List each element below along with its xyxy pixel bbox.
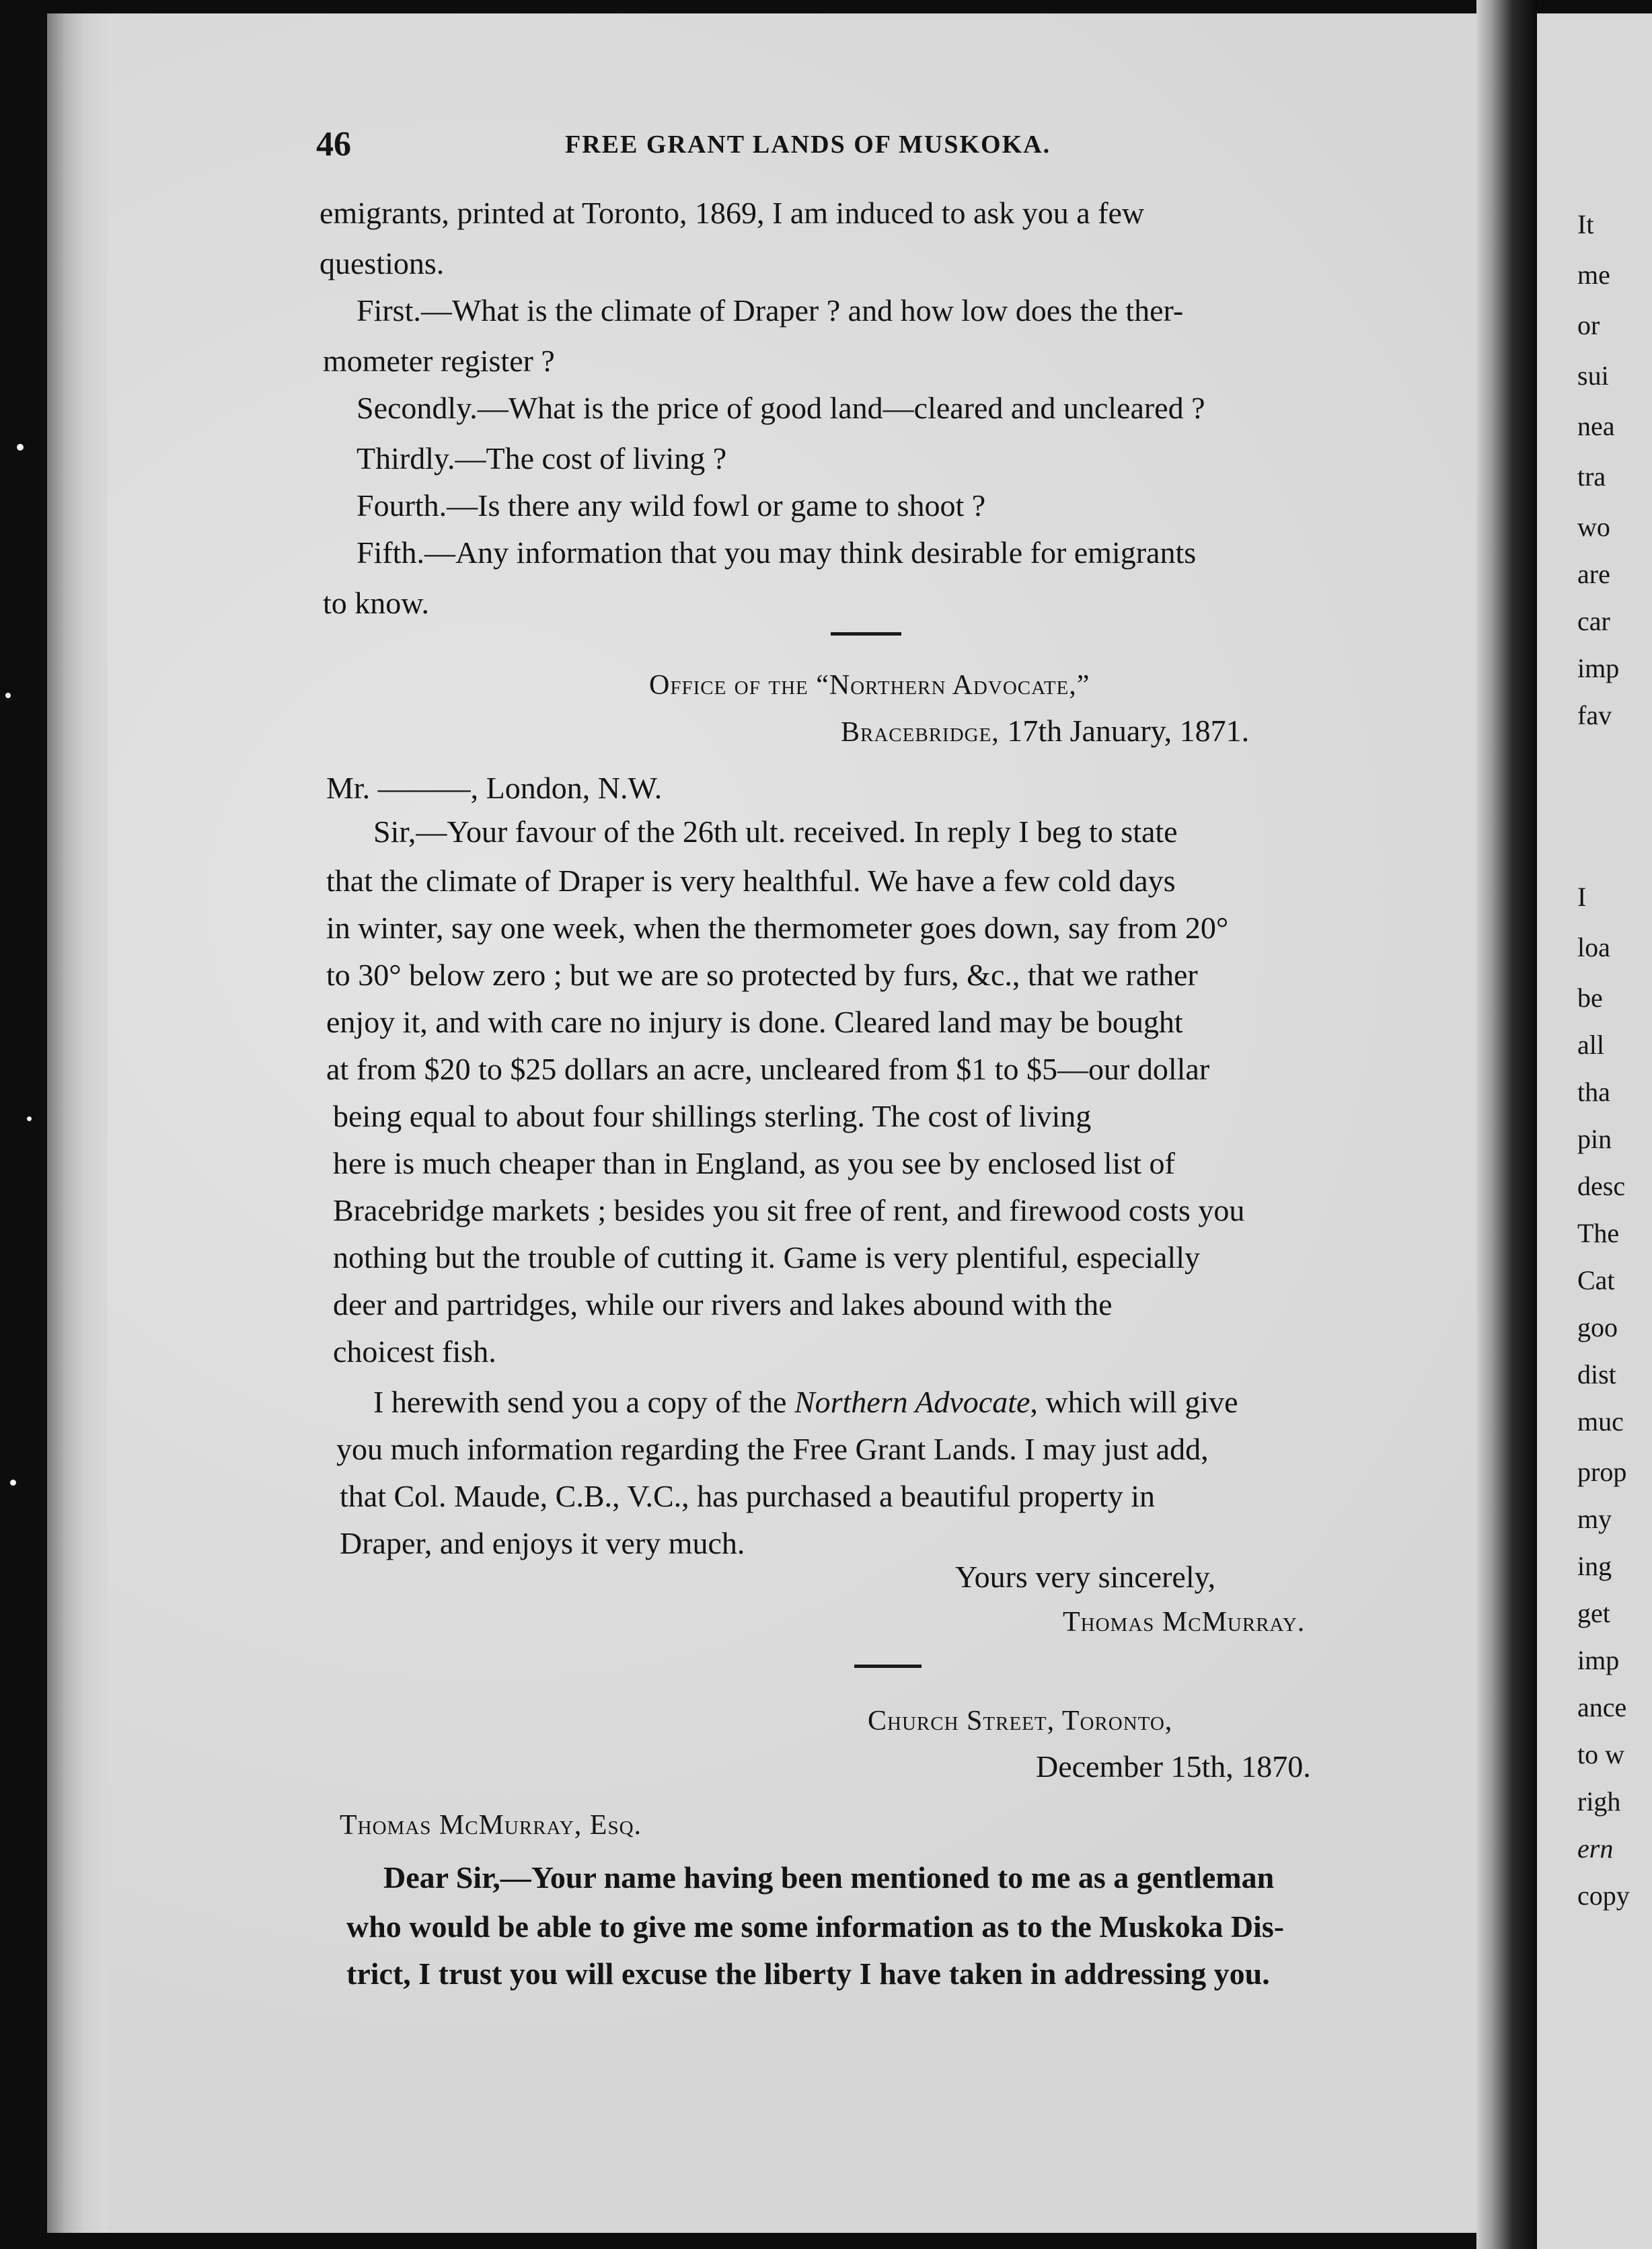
- section-divider: [854, 1665, 922, 1668]
- letter-2-line: Sir,—Your favour of the 26th ult. received. In reply I beg to state: [373, 814, 1178, 849]
- letter-2-text: , which will give: [1030, 1385, 1238, 1419]
- section-divider: [831, 632, 901, 636]
- letter-1-line: First.—What is the climate of Draper ? and how low does the ther-: [356, 293, 1184, 328]
- adjacent-page: [1537, 13, 1652, 2249]
- adjacent-page-fragment: imp: [1577, 1645, 1620, 1675]
- scan-speck: [27, 1116, 32, 1121]
- adjacent-page-fragment: are: [1577, 559, 1610, 589]
- letter-2-line: enjoy it, and with care no injury is done. Cleared land may be bought: [326, 1005, 1183, 1039]
- letter-2-line: Bracebridge markets ; besides you sit free of rent, and firewood costs you: [333, 1193, 1245, 1227]
- letter-3-line: who would be able to give me some information as to the Muskoka Dis-: [346, 1909, 1285, 1944]
- letter-1-line: to know.: [323, 586, 430, 620]
- letter-1-line: Secondly.—What is the price of good land—cleared and uncleared ?: [356, 391, 1205, 425]
- scan-speck: [17, 444, 24, 451]
- letter-2-recipient: Mr. ———, London, N.W.: [326, 771, 663, 805]
- adjacent-page-fragment: The: [1577, 1218, 1620, 1248]
- adjacent-page-fragment: desc: [1577, 1171, 1626, 1201]
- letter-2-date: 17th January, 1871.: [1007, 714, 1250, 748]
- adjacent-page-fragment: fav: [1577, 700, 1612, 730]
- adjacent-page-fragment: Cat: [1577, 1265, 1615, 1295]
- page-header: [316, 124, 1399, 165]
- letter-2-line: in winter, say one week, when the thermometer goes down, say from 20°: [326, 911, 1229, 945]
- letter-2-para2-first-line: [373, 1384, 1238, 1420]
- letter-2-place: Bracebridge,: [841, 717, 1000, 748]
- page-edge-shadow: [47, 13, 108, 2233]
- adjacent-page-fragment: dist: [1577, 1359, 1616, 1389]
- letter-2-line: Draper, and enjoys it very much.: [340, 1526, 745, 1560]
- adjacent-page-fragment: me: [1577, 260, 1610, 290]
- adjacent-page-fragment: muc: [1577, 1406, 1624, 1437]
- letter-2-office: Office of the “Northern Advocate,”: [649, 670, 1090, 701]
- letter-1-line: emigrants, printed at Toronto, 1869, I am induced to ask you a few: [320, 196, 1145, 230]
- letter-2-line: that Col. Maude, C.B., V.C., has purchased a beautiful property in: [340, 1479, 1155, 1513]
- adjacent-page-fragment: get: [1577, 1598, 1610, 1628]
- adjacent-page-fragment: goo: [1577, 1312, 1618, 1342]
- adjacent-page-fragment: sui: [1577, 360, 1609, 391]
- adjacent-page-fragment: all: [1577, 1030, 1604, 1060]
- adjacent-page-fragment: my: [1577, 1504, 1612, 1534]
- adjacent-page-fragment: prop: [1577, 1457, 1627, 1487]
- scan-speck: [10, 1480, 16, 1486]
- letter-2-line: choicest fish.: [333, 1334, 496, 1369]
- letter-2-text: I herewith send you a copy of the: [373, 1385, 794, 1419]
- adjacent-page-fragment: ance: [1577, 1692, 1627, 1722]
- letter-2-line: at from $20 to $25 dollars an acre, uncleared from $1 to $5—our dollar: [326, 1052, 1210, 1086]
- letter-1-line: questions.: [320, 246, 445, 280]
- letter-3-recipient: Thomas McMurray, Esq.: [340, 1810, 642, 1841]
- adjacent-page-fragment: tra: [1577, 461, 1606, 492]
- letter-3-line: trict, I trust you will excuse the liberty I have taken in addressing you.: [346, 1956, 1270, 1991]
- letter-3-address: Church Street, Toronto,: [868, 1706, 1173, 1737]
- letter-1-line: Fourth.—Is there any wild fowl or game to shoot ?: [356, 488, 986, 523]
- adjacent-page-fragment: I: [1577, 882, 1587, 912]
- adjacent-page-fragment: car: [1577, 606, 1610, 636]
- book-gutter: [1476, 0, 1537, 2249]
- adjacent-page-fragment: It: [1577, 209, 1594, 239]
- letter-2-dateline: [841, 713, 1249, 749]
- letter-2-line: here is much cheaper than in England, as you see by enclosed list of: [333, 1146, 1175, 1180]
- adjacent-page-fragment: nea: [1577, 411, 1615, 441]
- adjacent-page-fragment: copy: [1577, 1880, 1630, 1911]
- letter-2-line: you much information regarding the Free Grant Lands. I may just add,: [336, 1432, 1209, 1466]
- letter-2-line: to 30° below zero ; but we are so protected by furs, &c., that we rather: [326, 958, 1198, 992]
- adjacent-page-fragment: imp: [1577, 653, 1620, 683]
- adjacent-page-fragment: tha: [1577, 1077, 1610, 1107]
- letter-2-line: nothing but the trouble of cutting it. Game is very plentiful, especially: [333, 1240, 1200, 1274]
- letter-2-line: that the climate of Draper is very healthful. We have a few cold days: [326, 864, 1176, 898]
- letter-3-line: Dear Sir,—Your name having been mentioned to me as a gentleman: [383, 1860, 1275, 1895]
- scan-speck: [5, 693, 11, 698]
- adjacent-page-fragment: righ: [1577, 1786, 1621, 1817]
- letter-1-line: mometer register ?: [323, 344, 555, 378]
- running-head: FREE GRANT LANDS OF MUSKOKA.: [565, 130, 1051, 159]
- letter-2-line: deer and partridges, while our rivers and lakes abound with the: [333, 1287, 1113, 1322]
- letter-2-line: being equal to about four shillings sterling. The cost of living: [333, 1099, 1092, 1133]
- adjacent-page-fragment: pin: [1577, 1124, 1612, 1154]
- letter-1-line: Thirdly.—The cost of living ?: [356, 441, 727, 475]
- adjacent-page-fragment: ing: [1577, 1551, 1612, 1581]
- adjacent-page-fragment: loa: [1577, 932, 1610, 962]
- adjacent-page-fragment: to w: [1577, 1739, 1624, 1769]
- letter-2-closing: Yours very sincerely,: [955, 1560, 1216, 1594]
- letter-3-date: December 15th, 1870.: [1036, 1749, 1311, 1784]
- adjacent-page-fragment: be: [1577, 983, 1603, 1013]
- adjacent-page-fragment: ern: [1577, 1833, 1614, 1864]
- page-number: 46: [316, 125, 351, 163]
- letter-2-signature: Thomas McMurray.: [1063, 1607, 1306, 1638]
- newspaper-title: Northern Advocate: [794, 1385, 1030, 1419]
- letter-1-line: Fifth.—Any information that you may think desirable for emigrants: [356, 535, 1197, 570]
- adjacent-page-fragment: wo: [1577, 512, 1610, 542]
- adjacent-page-fragment: or: [1577, 310, 1600, 340]
